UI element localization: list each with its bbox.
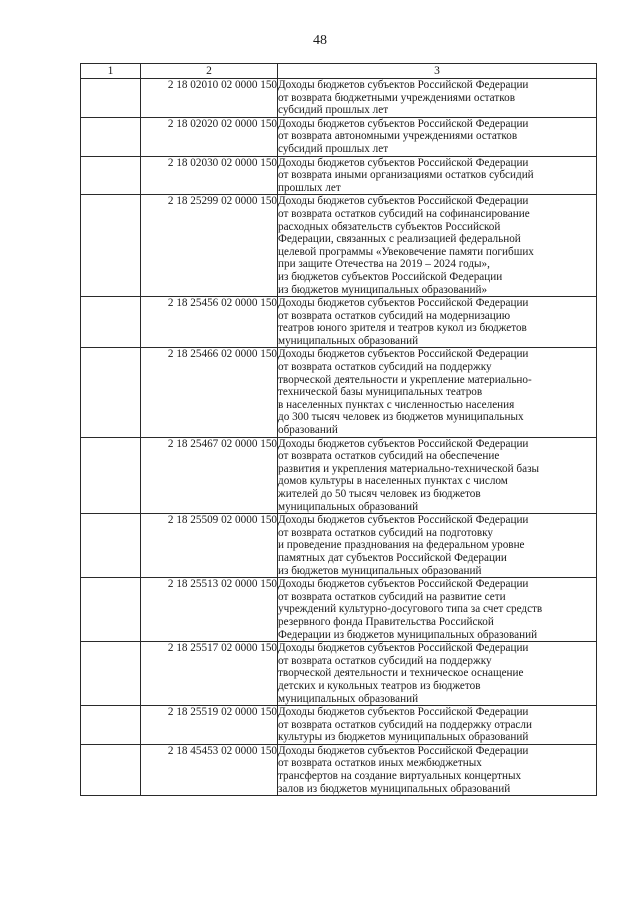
description-line: учреждений культурно-досугового типа за счет средств [278, 603, 543, 616]
description-line: домов культуры в населенных пунктах с числом [278, 475, 508, 488]
description-line: жителей до 50 тысяч человек из бюджетов [278, 488, 481, 500]
budget-code-cell: 2 18 25509 02 0000 150 [141, 514, 278, 578]
description-line: субсидий прошлых лет [278, 104, 389, 117]
income-description-cell [278, 79, 597, 118]
description-line: культуры из бюджетов муниципальных образований [278, 731, 529, 744]
description-line: от возврата иными организациями остатков субсидий [278, 169, 534, 182]
budget-code-cell: 2 18 25467 02 0000 150 [141, 437, 278, 514]
description-line: театров юного зрителя и театров кукол из бюджетов [278, 322, 527, 335]
description-line: Доходы бюджетов субъектов Российской Федерации [278, 437, 529, 450]
table-row [81, 156, 597, 195]
description-line: Доходы бюджетов субъектов Российской Федерации [278, 79, 529, 91]
description-line: при защите Отечества на 2019 – 2024 годы», [278, 258, 490, 271]
income-description-cell [278, 706, 597, 745]
description-line: памятных дат субъектов Российской Федерации [278, 551, 507, 564]
table-row [81, 79, 597, 118]
income-description-cell [278, 578, 597, 642]
description-line: творческой деятельности и техническое оснащение [278, 667, 524, 680]
description-line: развития и укрепления материально-технической базы [278, 462, 540, 475]
description-line: целевой программы «Увековечение памяти погибших [278, 245, 534, 258]
table-row [81, 437, 597, 514]
column-header-3: 3 [278, 64, 597, 79]
description-line: от возврата остатков субсидий на софинансирование [278, 207, 530, 220]
description-line: прошлых лет [278, 181, 341, 194]
table-row [81, 514, 597, 578]
table-row [81, 348, 597, 437]
description-line: творческой деятельности и укрепление материально- [278, 373, 532, 386]
description-line: Доходы бюджетов субъектов Российской Федерации [278, 297, 529, 310]
row-number-cell [81, 195, 141, 297]
description-line: от возврата остатков субсидий на модернизацию [278, 309, 511, 322]
row-number-cell [81, 706, 141, 745]
description-line: муниципальных образований [278, 692, 419, 705]
description-line: от возврата остатков субсидий на поддержку [278, 361, 492, 374]
row-number-cell [81, 642, 141, 706]
description-line: расходных обязательств субъектов Российской [278, 220, 501, 233]
row-number-cell [81, 744, 141, 795]
table-row [81, 195, 597, 297]
description-line: Доходы бюджетов субъектов Российской Федерации [278, 117, 529, 130]
budget-code-cell: 2 18 25513 02 0000 150 [141, 578, 278, 642]
table-row [81, 744, 597, 795]
description-line: Доходы бюджетов субъектов Российской Федерации [278, 706, 529, 719]
description-line: субсидий прошлых лет [278, 142, 389, 155]
budget-code-cell: 2 18 25456 02 0000 150 [141, 297, 278, 348]
description-line: от возврата остатков субсидий на подготовку [278, 526, 493, 539]
table-row [81, 297, 597, 348]
income-description-cell [278, 437, 597, 514]
income-description-cell [278, 117, 597, 156]
description-line: трансфертов на создание виртуальных концертных [278, 770, 522, 783]
description-line: технической базы муниципальных театров [278, 386, 483, 399]
description-line: от возврата остатков субсидий на обеспечение [278, 450, 500, 463]
row-number-cell [81, 437, 141, 514]
column-header-2: 2 [141, 64, 278, 79]
budget-code-cell: 2 18 45453 02 0000 150 [141, 744, 278, 795]
income-description-cell [278, 348, 597, 437]
budget-code-cell: 2 18 02020 02 0000 150 [141, 117, 278, 156]
description-line: от возврата остатков субсидий на развитие сети [278, 590, 506, 603]
description-line: из бюджетов муниципальных образований [278, 564, 482, 577]
income-description-cell [278, 156, 597, 195]
description-line: образований [278, 424, 338, 437]
description-line: до 300 тысяч человек из бюджетов муниципальных [278, 411, 524, 424]
income-description-cell [278, 514, 597, 578]
budget-code-cell: 2 18 25466 02 0000 150 [141, 348, 278, 437]
budget-code-cell: 2 18 02030 02 0000 150 [141, 156, 278, 195]
description-line: резервного фонда Правительства Российской [278, 615, 494, 628]
description-line: из бюджетов муниципальных образований» [278, 283, 488, 296]
budget-code-cell: 2 18 25517 02 0000 150 [141, 642, 278, 706]
budget-code-cell: 2 18 25299 02 0000 150 [141, 195, 278, 297]
table-row [81, 117, 597, 156]
income-description-cell [278, 195, 597, 297]
row-number-cell [81, 79, 141, 118]
description-line: Доходы бюджетов субъектов Российской Федерации [278, 744, 529, 757]
description-line: от возврата бюджетными учреждениями остатков [278, 91, 515, 104]
row-number-cell [81, 297, 141, 348]
table-body [81, 79, 597, 796]
description-line: детских и кукольных театров из бюджетов [278, 679, 481, 692]
budget-code-cell: 2 18 25519 02 0000 150 [141, 706, 278, 745]
table-row [81, 642, 597, 706]
row-number-cell [81, 156, 141, 195]
description-line: Доходы бюджетов субъектов Российской Федерации [278, 514, 529, 527]
table-row [81, 706, 597, 745]
description-line: Доходы бюджетов субъектов Российской Федерации [278, 195, 529, 208]
description-line: Федерации, связанных с реализацией федеральной [278, 233, 521, 246]
row-number-cell [81, 117, 141, 156]
row-number-cell [81, 578, 141, 642]
table-header-row [81, 64, 597, 79]
row-number-cell [81, 348, 141, 437]
description-line: от возврата остатков субсидий на поддержку [278, 654, 492, 667]
description-line: залов из бюджетов муниципальных образований [278, 782, 511, 795]
page-number: 48 [313, 33, 327, 48]
description-line: и проведение празднования на федеральном уровне [278, 539, 525, 552]
budget-codes-table [80, 63, 597, 796]
description-line: Доходы бюджетов субъектов Российской Федерации [278, 642, 529, 655]
description-line: Доходы бюджетов субъектов Российской Федерации [278, 348, 529, 361]
table-row [81, 578, 597, 642]
description-line: Доходы бюджетов субъектов Российской Федерации [278, 156, 529, 169]
description-line: от возврата автономными учреждениями остатков [278, 130, 518, 143]
income-description-cell [278, 642, 597, 706]
row-number-cell [81, 514, 141, 578]
budget-code-cell: 2 18 02010 02 0000 150 [141, 79, 278, 118]
description-line: Федерации из бюджетов муниципальных образований [278, 628, 538, 641]
description-line: в населенных пунктах с численностью населения [278, 398, 515, 411]
description-line: муниципальных образований [278, 334, 419, 347]
description-line: муниципальных образований [278, 500, 419, 513]
income-description-cell [278, 744, 597, 795]
description-line: из бюджетов субъектов Российской Федерации [278, 270, 503, 283]
description-line: от возврата остатков иных межбюджетных [278, 757, 482, 770]
description-line: Доходы бюджетов субъектов Российской Федерации [278, 578, 529, 591]
description-line: от возврата остатков субсидий на поддержку отрасли [278, 718, 532, 731]
income-description-cell [278, 297, 597, 348]
column-header-1: 1 [81, 64, 141, 79]
